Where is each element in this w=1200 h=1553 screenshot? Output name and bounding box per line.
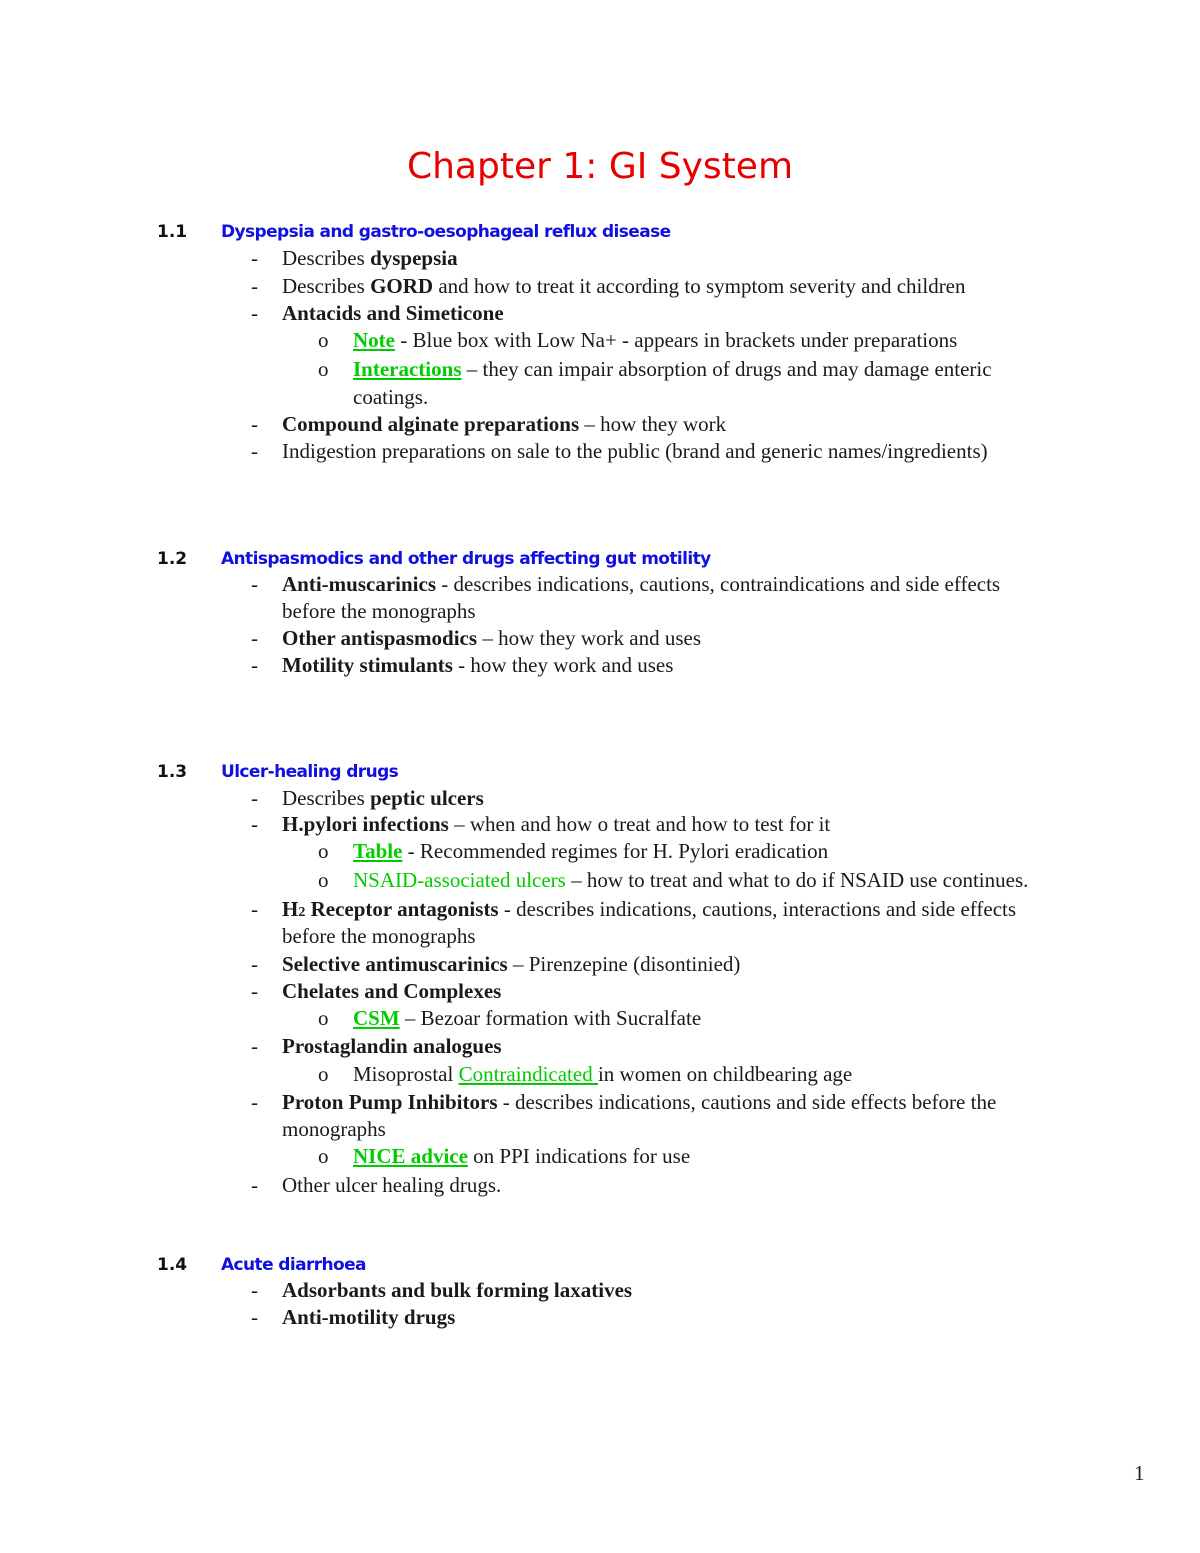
section-title: Acute diarrhoea [221,1255,366,1275]
bullet-marker: o [318,1062,329,1086]
interactions-link[interactable]: Interactions [353,357,462,381]
section-number: 1.3 [157,762,188,782]
section-number: 1.1 [157,222,188,242]
list-item: Anti-motility drugs [282,1305,456,1329]
list-item-continuation: before the monographs [282,599,476,623]
section-number: 1.2 [157,549,188,569]
bullet-marker: o [318,1006,329,1030]
nice-advice-link[interactable]: NICE advice [353,1144,468,1168]
list-item: H.pylori infections – when and how o treat and how to test for it [282,812,831,836]
list-item: H2 Receptor antagonists - describes indications, cautions, interactions and side effects [282,897,1017,921]
list-item: Describes dyspepsia [282,246,458,270]
dash-marker: - [251,626,258,650]
list-item: Describes peptic ulcers [282,786,484,810]
dash-marker: - [251,1278,258,1302]
dash-marker: - [251,246,258,270]
list-item: Describes GORD and how to treat it according to symptom severity and children [282,274,966,298]
csm-link[interactable]: CSM [353,1006,400,1030]
section-title: Ulcer-healing drugs [221,762,399,782]
list-item: Chelates and Complexes [282,979,502,1003]
sub-list-item-continuation: coatings. [353,385,429,409]
section-number: 1.4 [157,1255,188,1275]
table-link[interactable]: Table [353,839,403,863]
list-item: Indigestion preparations on sale to the public (brand and generic names/ingredients) [282,439,988,463]
dash-marker: - [251,274,258,298]
section-title: Dyspepsia and gastro-oesophageal reflux disease [221,222,671,242]
list-item-continuation: before the monographs [282,924,476,948]
sub-list-item: Note - Blue box with Low Na+ - appears in brackets under preparations [353,328,958,352]
dash-marker: - [251,1305,258,1329]
list-item: Compound alginate preparations – how they work [282,412,727,436]
contraindicated-link[interactable]: Contraindicated [458,1062,598,1086]
list-item: Other antispasmodics – how they work and uses [282,626,702,650]
list-item-continuation: monographs [282,1117,386,1141]
dash-marker: - [251,301,258,325]
dash-marker: - [251,1090,258,1114]
dash-marker: - [251,1173,258,1197]
dash-marker: - [251,572,258,596]
list-item: Selective antimuscarinics – Pirenzepine (disontinied) [282,952,741,976]
bullet-marker: o [318,868,329,892]
list-item: Adsorbants and bulk forming laxatives [282,1278,633,1302]
dash-marker: - [251,653,258,677]
dash-marker: - [251,952,258,976]
dash-marker: - [251,786,258,810]
list-item: Other ulcer healing drugs. [282,1173,502,1197]
nsaid-ulcers-link[interactable]: NSAID-associated ulcers [353,868,566,892]
sub-list-item: NSAID-associated ulcers – how to treat and what to do if NSAID use continues. [353,868,1029,892]
bullet-marker: o [318,357,329,381]
sub-list-item: CSM – Bezoar formation with Sucralfate [353,1006,702,1030]
note-link[interactable]: Note [353,328,395,352]
bullet-marker: o [318,1144,329,1168]
dash-marker: - [251,897,258,921]
dash-marker: - [251,979,258,1003]
list-item: Motility stimulants - how they work and uses [282,653,674,677]
list-item: Antacids and Simeticone [282,301,504,325]
list-item: Prostaglandin analogues [282,1034,502,1058]
sub-list-item: Interactions – they can impair absorption of drugs and may damage enteric [353,357,992,381]
dash-marker: - [251,412,258,436]
dash-marker: - [251,812,258,836]
section-title: Antispasmodics and other drugs affecting gut motility [221,549,711,569]
list-item: Anti-muscarinics - describes indications, cautions, contraindications and side effects [282,572,1001,596]
bullet-marker: o [318,328,329,352]
sub-list-item: Table - Recommended regimes for H. Pylori eradication [353,839,829,863]
dash-marker: - [251,1034,258,1058]
bullet-marker: o [318,839,329,863]
page-number: 1 [1134,1461,1145,1485]
sub-list-item: Misoprostal Contraindicated in women on childbearing age [353,1062,853,1086]
dash-marker: - [251,439,258,463]
list-item: Proton Pump Inhibitors - describes indications, cautions and side effects before the [282,1090,997,1114]
sub-list-item: NICE advice on PPI indications for use [353,1144,691,1168]
chapter-title: Chapter 1: GI System [406,146,794,187]
